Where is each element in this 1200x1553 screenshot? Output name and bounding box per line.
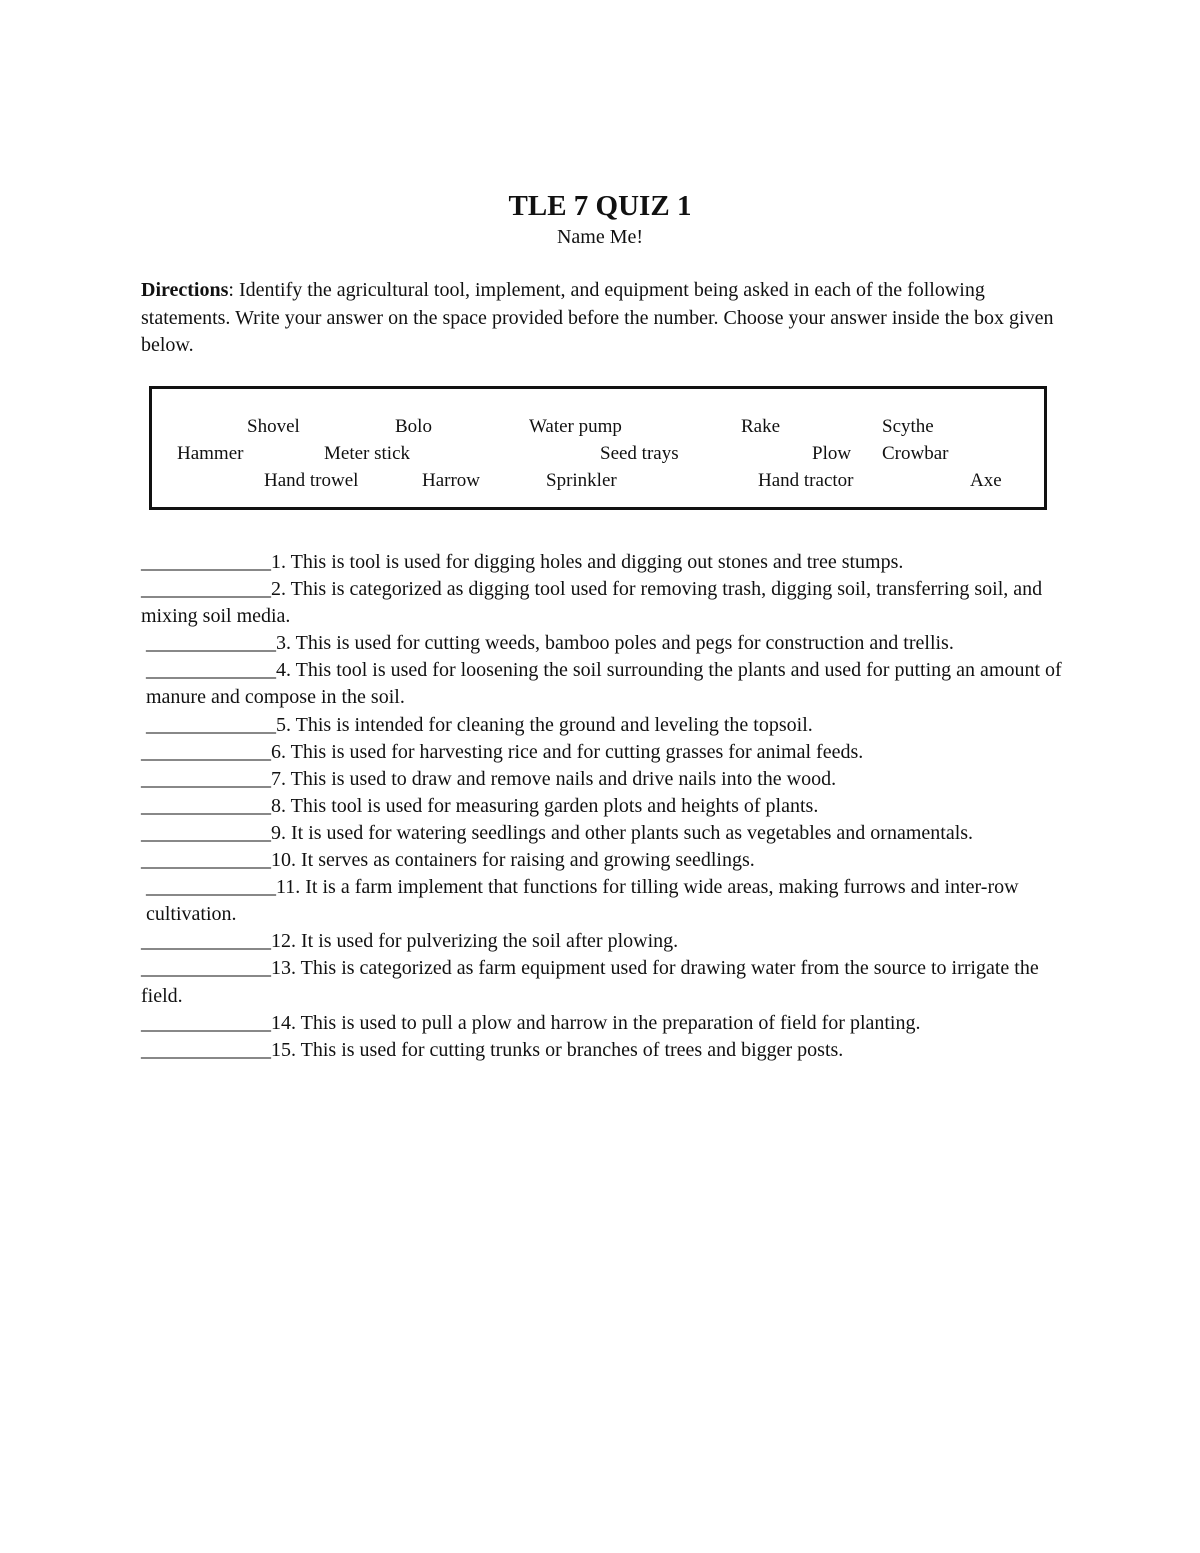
question-item: _____________9. It is used for watering seedlings and other plants such as vegetables and ornamentals. <box>141 821 974 844</box>
question-item: _____________12. It is used for pulverizing the soil after plowing. <box>141 930 679 953</box>
directions-label: Directions <box>141 279 229 301</box>
page-title: TLE 7 QUIZ 1 <box>508 190 692 222</box>
word-bank-item: Hand tractor <box>758 470 854 491</box>
question-item: _____________5. This is intended for cleaning the ground and leveling the topsoil. <box>146 713 813 736</box>
question-item: _____________1. This is tool is used for digging holes and digging out stones and tree stumps. <box>141 551 904 573</box>
question-item: _____________2. This is categorized as digging tool used for removing trash, digging soil, transferring soil, and mixing soil media. <box>141 578 1043 628</box>
question-item: _____________15. This is used for cutting trunks or branches of trees and bigger posts. <box>141 1038 844 1061</box>
word-bank-item: Shovel <box>247 416 300 437</box>
word-bank-item: Scythe <box>882 416 934 437</box>
word-bank-item: Axe <box>970 470 1002 491</box>
question-item: _____________7. This is used to draw and remove nails and drive nails into the wood. <box>141 767 837 790</box>
question-item: _____________6. This is used for harvesting rice and for cutting grasses for animal feeds. <box>141 740 864 763</box>
directions-paragraph <box>141 277 1061 360</box>
word-bank-item: Plow <box>812 443 852 464</box>
word-bank-item: Sprinkler <box>546 470 617 491</box>
word-bank-item: Hand trowel <box>264 470 359 491</box>
page-subtitle: Name Me! <box>556 226 644 248</box>
question-item: _____________13. This is categorized as farm equipment used for drawing water from the source to irrigate the field. <box>141 957 1039 1007</box>
word-bank-item: Meter stick <box>324 443 411 464</box>
question-item: _____________14. This is used to pull a plow and harrow in the preparation of field for planting. <box>141 1011 921 1034</box>
word-bank-item: Bolo <box>395 416 432 437</box>
question-item: _____________11. It is a farm implement that functions for tilling wide areas, making furrows and inter-row cultivation. <box>146 876 1019 926</box>
question-item: _____________3. This is used for cutting weeds, bamboo poles and pegs for construction and trellis. <box>146 632 954 655</box>
word-bank-box <box>149 386 1047 510</box>
question-item: _____________10. It serves as containers for raising and growing seedlings. <box>141 849 755 872</box>
directions-text: : Identify the agricultural tool, implement, and equipment being asked in each of the following statements. Write your answer on the space provided before the number. Choose your answer inside the box given below. <box>141 279 1054 356</box>
word-bank-item: Hammer <box>177 443 244 464</box>
word-bank-item: Seed trays <box>600 443 679 464</box>
question-item: _____________4. This tool is used for loosening the soil surrounding the plants and used for putting an amount of manure and compose in the soil. <box>146 659 1062 709</box>
question-item: _____________8. This tool is used for measuring garden plots and heights of plants. <box>141 794 819 817</box>
word-bank-item: Rake <box>741 416 781 437</box>
word-bank-item: Crowbar <box>882 443 949 464</box>
word-bank-item: Harrow <box>422 470 481 491</box>
question-list <box>141 549 1066 1064</box>
word-bank-item: Water pump <box>529 416 622 437</box>
